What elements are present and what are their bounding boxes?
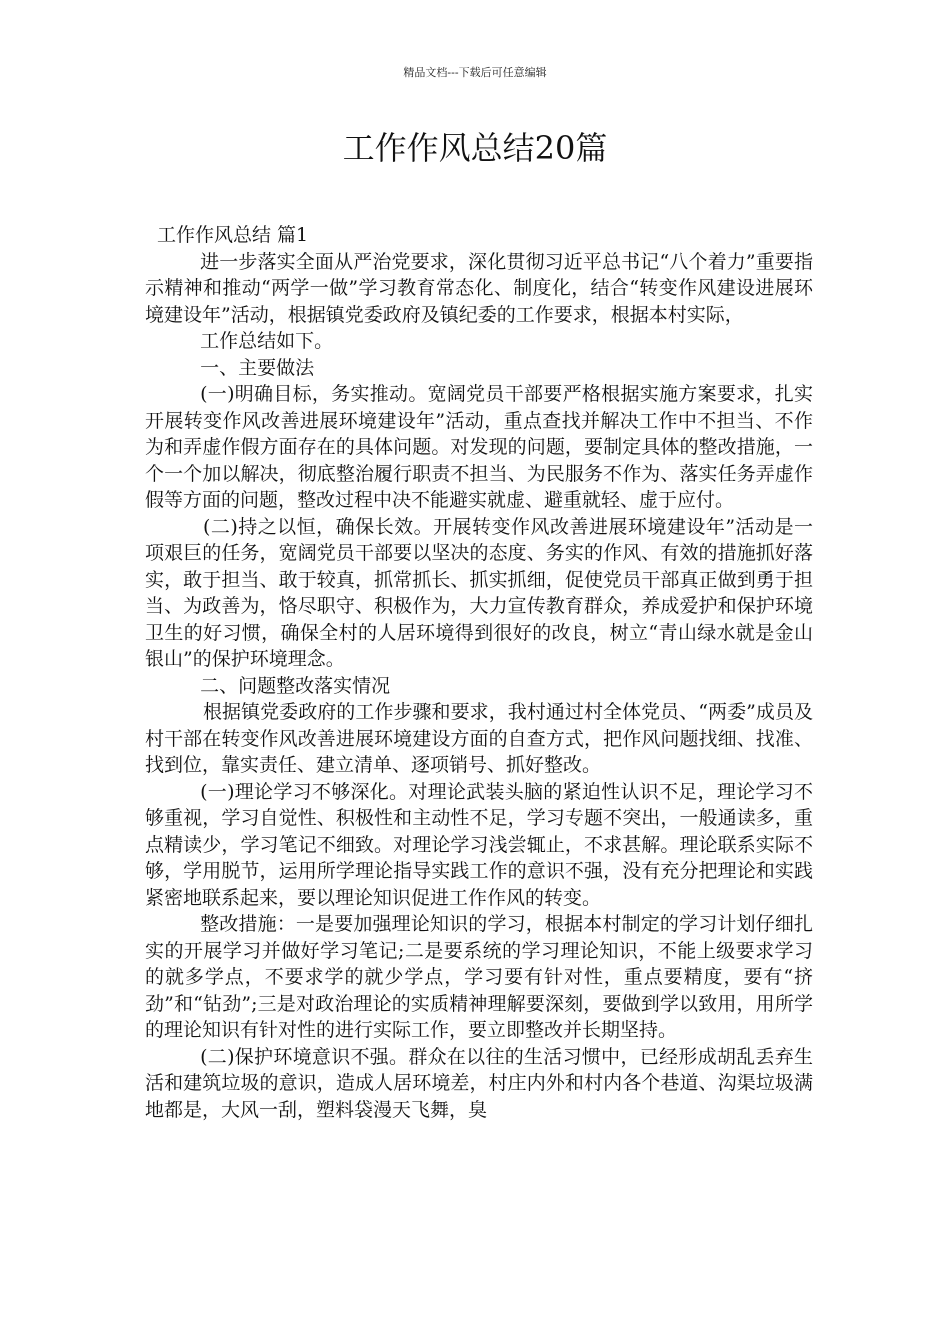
paragraph: 根据镇党委政府的工作步骤和要求，我村通过村全体党员、“两委”成员及村干部在转变作风改善进展环境建设方面的自查方式，把作风问题找细、找准、找到位，靠实责任、建立清单、逐项销号、抓好整改。 [145,701,813,776]
section-heading: 工作作风总结 篇1 [157,224,309,246]
document-body [145,222,813,1123]
header-note: 精品文档---下载后可任意编辑 [403,66,547,79]
paragraph: (一)理论学习不够深化。对理论武装头脑的紧迫性认识不足，理论学习不够重视，学习自觉性、积极性和主动性不足，学习专题不突出，一般通读多，重点精读少，学习笔记不细致。对理论学习浅尝辄止，不求甚解。理论联系实际不够，学用脱节，运用所学理论指导实践工作的意识不强，没有充分把理论和实践紧密地联系起来，要以理论知识促进工作作风的转变。 [145,780,813,909]
paragraph: 进一步落实全面从严治党要求，深化贯彻习近平总书记“八个着力”重要指示精神和推动“两学一做”学习教育常态化、制度化，结合“转变作风建设进展环境建设年”活动，根据镇党委政府及镇纪委的工作要求，根据本村实际， [145,250,813,326]
paragraph: 工作总结如下。 [200,330,334,352]
paragraph: (二)保护环境意识不强。群众在以往的生活习惯中，已经形成胡乱丢弃生活和建筑垃圾的意识，造成人居环境差，村庄内外和村内各个巷道、沟渠垃圾满地都是，大风一刮，塑料袋漫天飞舞，臭 [145,1045,813,1121]
paragraph: 整改措施：一是要加强理论知识的学习，根据本村制定的学习计划仔细扎实的开展学习并做好学习笔记;二是要系统的学习理论知识，不能上级要求学习的就多学点，不要求学的就少学点，学习要有针对性，重点要精度，要有“挤劲”和“钻劲”;三是对政治理论的实质精神理解要深刻，要做到学以致用，用所学的理论知识有针对性的进行实际工作，要立即整改并长期坚持。 [145,913,813,1041]
paragraph: (二)持之以恒，确保长效。开展转变作风改善进展环境建设年”活动是一项艰巨的任务，宽阔党员干部要以坚决的态度、务实的作风、有效的措施抓好落实，敢于担当、敢于较真，抓常抓长、抓实抓细，促使党员干部真正做到勇于担当、为政善为，恪尽职守、积极作为，大力宣传教育群众，养成爱护和保护环境卫生的好习惯，确保全村的人居环境得到很好的改良，树立“青山绿水就是金山银山”的保护环境理念。 [145,515,813,670]
subheading: 一、主要做法 [200,356,315,379]
document-title: 工作作风总结20篇 [342,129,608,167]
subheading: 二、问题整改落实情况 [200,674,391,697]
paragraph: (一)明确目标，务实推动。宽阔党员干部要严格根据实施方案要求，扎实开展转变作风改善进展环境建设年”活动，重点查找并解决工作中不担当、不作为和弄虚作假方面存在的具体问题。对发现的问题，要制定具体的整改措施，一个一个加以解决，彻底整治履行职责不担当、为民服务不作为、落实任务弄虚作假等方面的问题，整改过程中决不能避实就虚、避重就轻、虚于应付。 [145,383,813,511]
